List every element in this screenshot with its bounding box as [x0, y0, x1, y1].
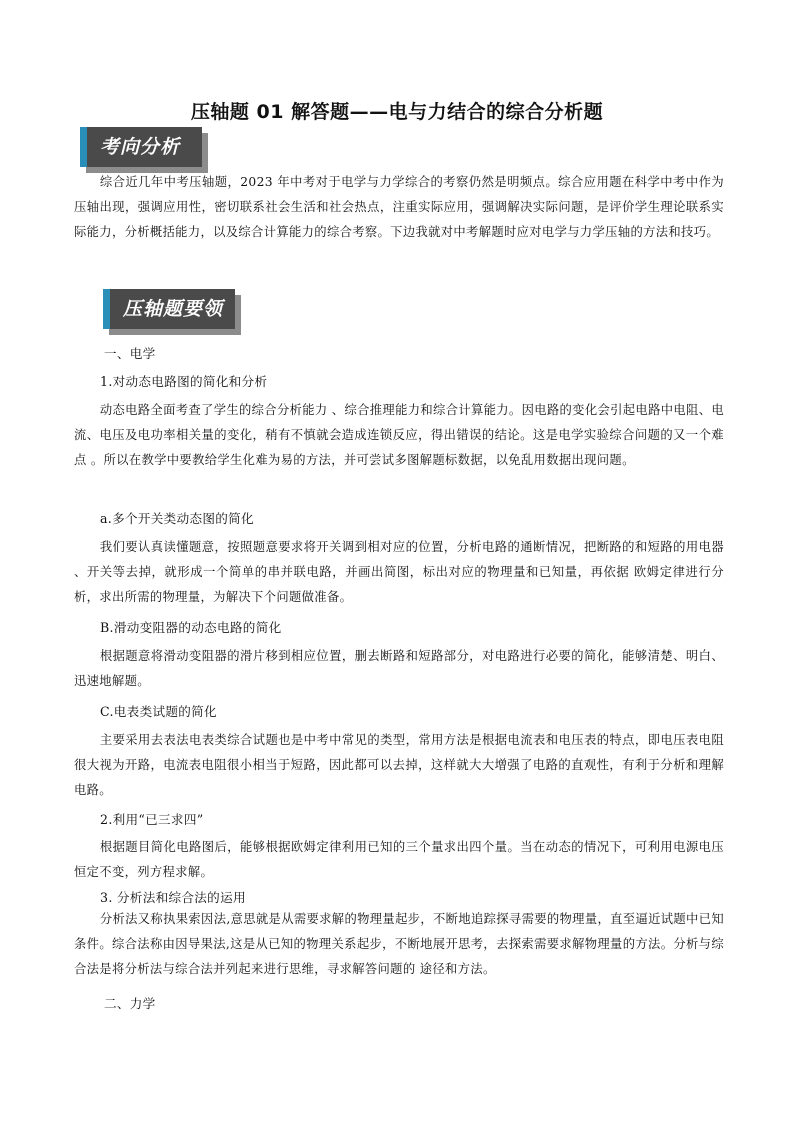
heading-analysis-synthesis: 3. 分析法和综合法的运用: [100, 890, 246, 905]
heading-mechanics: 二、力学: [104, 996, 156, 1011]
section-banner-analysis: [80, 127, 202, 167]
heading-dynamic-circuit: 1.对动态电路图的简化和分析: [100, 374, 268, 389]
heading-electricity: 一、电学: [104, 346, 156, 361]
paragraph-meter: 主要采用去表法电表类综合试题也是中考中常见的类型，常用方法是根据电流表和电压表的特点，即电压表电阻很大视为开路，电流表电阻很小相当于短路，因此都可以去掉，这样就大大增强了电路的直观性，有利于分析和理解电路。: [74, 733, 724, 797]
intro-paragraph: 综合近几年中考压轴题，2023 年中考对于电学与力学综合的考察仍然是明频点。综合应用题在科学中考中作为压轴出现，强调应用性，密切联系社会生活和社会热点，注重实际应用，强调解决实际问题，是评价学生理论联系实际能力，分析概括能力，以及综合计算能力的综合考察。下边我就对中考解题时应对电学与力学压轴的方法和技巧。: [74, 175, 724, 239]
heading-multi-switch: a.多个开关类动态图的简化: [100, 511, 254, 526]
section-banner-keypoints: [103, 289, 235, 329]
paragraph-dynamic-circuit: 动态电路全面考查了学生的综合分析能力 、综合推理能力和综合计算能力。因电路的变化会引起电路中电阻、电流、电压及电功率相关量的变化，稍有不慎就会造成连锁反应，得出错误的结论。这是电学实验综合问题的又一个难点 。所以在教学中要教给学生化难为易的方法，并可尝试多图解题标数据，以免乱用数据出现问题。: [74, 403, 724, 467]
paragraph-analysis-synthesis: 分析法又称执果索因法,意思就是从需要求解的物理量起步，不断地追踪探寻需要的物理量，直至逼近试题中已知条件。综合法称由因导果法,这是从已知的物理关系起步，不断地展开思考，去探索需要求解物理量的方法。分析与综合法是将分析法与综合法并列起来进行思维，寻求解答问题的 途径和方法。: [74, 912, 724, 976]
banner-label: 压轴题要领: [123, 298, 224, 320]
paragraph-three-for-four: 根据题目简化电路图后，能够根据欧姆定律利用已知的三个量求出四个量。当在动态的情况下，可利用电源电压恒定不变，列方程求解。: [74, 840, 724, 879]
paragraph-multi-switch: 我们要认真读懂题意，按照题意要求将开关调到相对应的位置，分析电路的通断情况，把断路的和短路的用电器 、开关等去掉，就形成一个简单的串并联电路，并画出简图，标出对应的物理量和已知量，再依据 欧姆定律进行分析，求出所需的物理量，为解决下个问题做准备。: [74, 540, 724, 604]
banner-label: 考向分析: [100, 136, 181, 158]
paragraph-rheostat: 根据题意将滑动变阻器的滑片移到相应位置，删去断路和短路部分，对电路进行必要的简化，能够清楚、明白、迅速地解题。: [74, 649, 724, 688]
heading-meter: C.电表类试题的简化: [100, 704, 217, 719]
heading-three-for-four: 2.利用“已三求四”: [100, 812, 204, 827]
page-title: 压轴题 01 解答题——电与力结合的综合分析题: [190, 101, 604, 123]
heading-rheostat: B.滑动变阻器的动态电路的简化: [100, 620, 282, 635]
